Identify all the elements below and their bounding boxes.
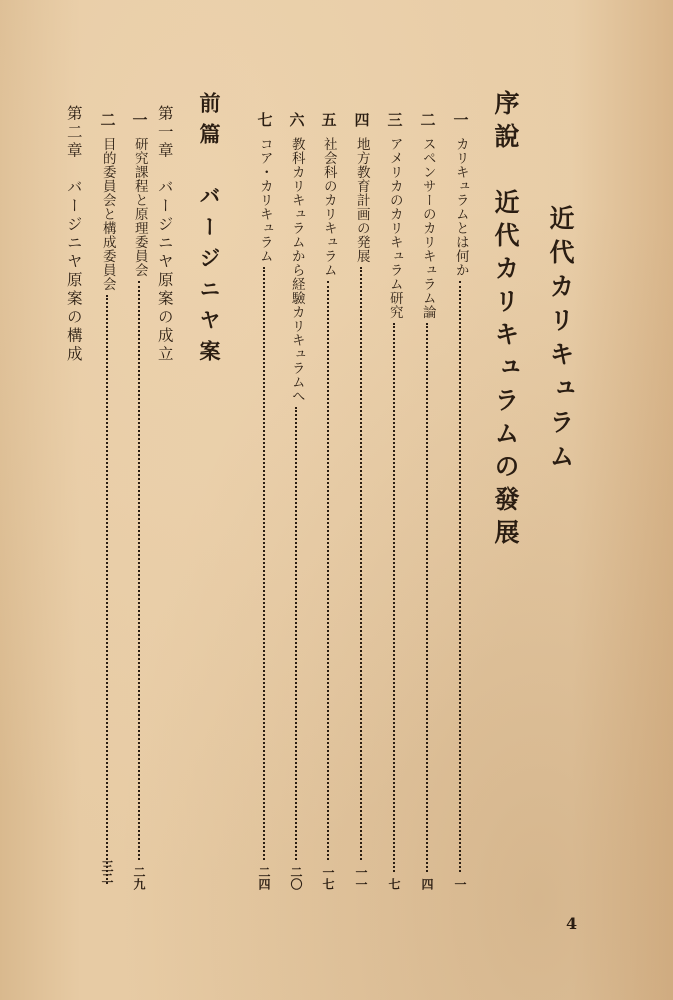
entry-title: 地方教育計画の発展 <box>353 137 370 263</box>
chapter1-heading[interactable] <box>153 105 175 364</box>
entry-number: 六 <box>287 112 306 127</box>
dot-leader <box>426 323 428 872</box>
entry-title: 教科カリキュラムから経驗カリキュラムへ <box>288 137 305 403</box>
entry-title: 社会科のカリキュラム <box>320 137 337 277</box>
dot-leader <box>263 267 265 860</box>
entry-number: 二 <box>98 112 117 127</box>
entry-page: 一一 <box>354 866 368 890</box>
entry-title: 目的委員会と構成委員会 <box>99 137 116 291</box>
entry-page: 二四 <box>257 866 271 890</box>
entry-page: 四 <box>420 878 434 890</box>
entry-number: 一 <box>451 112 470 127</box>
dot-leader <box>295 407 297 860</box>
entry-page: 一七 <box>321 866 335 890</box>
entry-title: アメリカのカリキュラム研究 <box>386 137 403 319</box>
dot-leader <box>327 281 329 860</box>
chapter2-page: 三二 <box>100 860 114 884</box>
toc-entry-4[interactable] <box>350 112 372 890</box>
dot-leader <box>138 281 140 860</box>
toc-entry-5[interactable] <box>317 112 339 890</box>
entry-page: 一 <box>453 878 467 890</box>
entry-title: スペンサーのカリキュラム論 <box>419 137 436 319</box>
entry-page: 二九 <box>132 866 146 890</box>
entry-number: 五 <box>319 112 338 127</box>
entry-number: 四 <box>352 112 371 127</box>
book-title: 近代カリキュラム <box>546 205 575 477</box>
dot-leader <box>393 323 395 872</box>
entry-title: カリキュラムとは何か <box>452 137 469 277</box>
entry-page: 七 <box>387 878 401 890</box>
entry-page: 二〇 <box>289 866 303 890</box>
entry-title: 研究課程と原理委員会 <box>131 137 148 277</box>
entry-number: 七 <box>255 112 274 127</box>
entry-number: 二 <box>418 112 437 127</box>
dot-leader <box>459 281 461 872</box>
dot-leader <box>106 295 108 884</box>
chapter1-entry-2[interactable] <box>96 112 118 890</box>
entry-title: コア・カリキュラム <box>256 137 273 263</box>
entry-number: 三 <box>385 112 404 127</box>
chapter-title: 第一章 バージニヤ原案の成立 <box>155 105 174 364</box>
chapter-title: 第二章 バージニヤ原案の構成 <box>64 105 83 364</box>
part1-title: 前篇 バージニヤ案 <box>197 92 222 371</box>
toc-entry-2[interactable] <box>416 112 438 890</box>
toc-entry-3[interactable] <box>383 112 405 890</box>
page-number: 4 <box>566 914 578 933</box>
toc-entry-6[interactable] <box>285 112 307 890</box>
dot-leader <box>360 267 362 860</box>
entry-number: 一 <box>130 112 149 127</box>
chapter2-heading[interactable] <box>62 105 84 364</box>
introduction-title: 序說 近代カリキュラムの發展 <box>491 90 520 552</box>
toc-entry-7[interactable] <box>253 112 275 890</box>
toc-entry-1[interactable] <box>449 112 471 890</box>
chapter1-entry-1[interactable] <box>128 112 150 890</box>
